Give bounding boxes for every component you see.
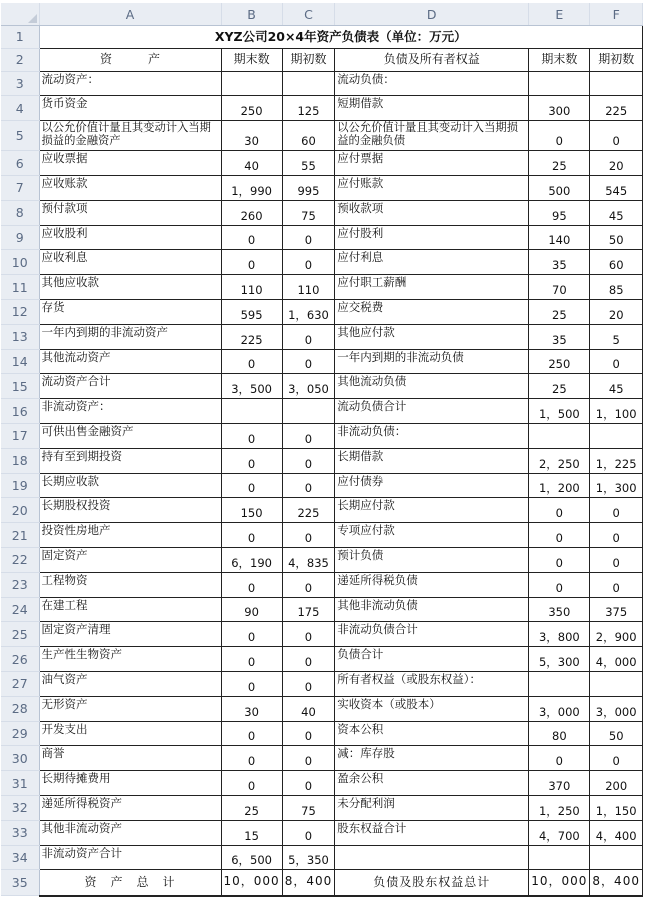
liability-begin-cell[interactable]: 50: [590, 721, 643, 746]
liability-begin-cell[interactable]: 5: [590, 324, 643, 349]
liability-end-cell[interactable]: 25: [529, 151, 590, 176]
row-header[interactable]: 11: [1, 275, 39, 300]
header-asset[interactable]: 资 产: [39, 48, 221, 71]
liability-end-cell[interactable]: [529, 71, 590, 96]
liability-begin-cell[interactable]: 45: [590, 374, 643, 399]
asset-end-cell[interactable]: 6，500: [221, 845, 282, 870]
row-header[interactable]: 25: [1, 622, 39, 647]
asset-item-cell[interactable]: 递延所得税资产: [39, 795, 221, 820]
table-row: [1, 597, 642, 622]
asset-item-cell[interactable]: 固定资产: [39, 547, 221, 572]
asset-item-cell[interactable]: 预付款项: [39, 200, 221, 225]
asset-begin-cell[interactable]: 0: [282, 771, 335, 796]
liability-item-cell[interactable]: 应付账款: [335, 175, 529, 200]
asset-end-cell[interactable]: 15: [221, 820, 282, 845]
liability-begin-cell[interactable]: [590, 671, 643, 696]
liability-item-cell[interactable]: 应付利息: [335, 250, 529, 275]
liability-begin-cell[interactable]: 1，225: [590, 448, 643, 473]
liability-begin-cell[interactable]: 200: [590, 771, 643, 796]
liability-begin-cell[interactable]: 4，000: [590, 647, 643, 672]
asset-begin-cell[interactable]: 60: [282, 121, 335, 151]
liability-item-cell[interactable]: 流动负债合计: [335, 399, 529, 424]
table-row: [1, 622, 642, 647]
liability-item-cell[interactable]: 非流动负债合计: [335, 622, 529, 647]
liability-begin-cell[interactable]: 85: [590, 275, 643, 300]
table-row: [1, 547, 642, 572]
asset-item-cell[interactable]: 持有至到期投资: [39, 448, 221, 473]
liability-end-cell[interactable]: 0: [529, 121, 590, 151]
column-header-b[interactable]: B: [221, 3, 282, 26]
liability-item-cell[interactable]: 预收款项: [335, 200, 529, 225]
asset-begin-cell[interactable]: 125: [282, 96, 335, 121]
row-header[interactable]: 22: [1, 547, 39, 572]
liability-end-cell[interactable]: 350: [529, 597, 590, 622]
asset-item-cell[interactable]: 应收账款: [39, 175, 221, 200]
row-header[interactable]: 24: [1, 597, 39, 622]
row-header[interactable]: 17: [1, 423, 39, 448]
asset-begin-cell[interactable]: 0: [282, 523, 335, 548]
asset-item-cell[interactable]: 油气资产: [39, 671, 221, 696]
asset-end-cell[interactable]: 250: [221, 96, 282, 121]
asset-item-cell[interactable]: 固定资产清理: [39, 622, 221, 647]
liability-item-cell[interactable]: 短期借款: [335, 96, 529, 121]
asset-end-cell[interactable]: 595: [221, 299, 282, 324]
asset-end-cell[interactable]: 0: [221, 746, 282, 771]
row-header[interactable]: 29: [1, 721, 39, 746]
liability-end-cell[interactable]: 70: [529, 275, 590, 300]
asset-end-cell[interactable]: 1，990: [221, 175, 282, 200]
asset-begin-cell[interactable]: [282, 399, 335, 424]
table-row: [1, 498, 642, 523]
asset-begin-cell[interactable]: 0: [282, 746, 335, 771]
asset-item-cell[interactable]: 应收票据: [39, 151, 221, 176]
total-assets-end[interactable]: 10，000: [221, 870, 282, 896]
liability-item-cell[interactable]: 递延所得税负债: [335, 572, 529, 597]
asset-begin-cell[interactable]: 55: [282, 151, 335, 176]
asset-begin-cell[interactable]: 0: [282, 647, 335, 672]
row-header[interactable]: 32: [1, 795, 39, 820]
liability-item-cell[interactable]: 预计负债: [335, 547, 529, 572]
asset-end-cell[interactable]: 30: [221, 696, 282, 721]
liability-item-cell[interactable]: 应付股利: [335, 225, 529, 250]
total-liabilities-equity-label[interactable]: 负债及股东权益总计: [335, 870, 529, 896]
liability-end-cell[interactable]: 140: [529, 225, 590, 250]
asset-end-cell[interactable]: 0: [221, 225, 282, 250]
asset-begin-cell[interactable]: 0: [282, 572, 335, 597]
row-header[interactable]: 6: [1, 151, 39, 176]
asset-end-cell[interactable]: 0: [221, 473, 282, 498]
table-row: [1, 399, 642, 424]
row-header[interactable]: 2: [1, 48, 39, 71]
row-header[interactable]: 30: [1, 746, 39, 771]
row-header[interactable]: 28: [1, 696, 39, 721]
liability-begin-cell[interactable]: 545: [590, 175, 643, 200]
liability-begin-cell[interactable]: 375: [590, 597, 643, 622]
column-header-c[interactable]: C: [282, 3, 335, 26]
row-header[interactable]: 21: [1, 523, 39, 548]
column-header-e[interactable]: E: [529, 3, 590, 26]
liability-item-cell[interactable]: 所有者权益（或股东权益）：: [335, 671, 529, 696]
asset-item-cell[interactable]: 工程物资: [39, 572, 221, 597]
asset-end-cell[interactable]: 0: [221, 523, 282, 548]
asset-end-cell[interactable]: 0: [221, 671, 282, 696]
asset-item-cell[interactable]: 在建工程: [39, 597, 221, 622]
asset-item-cell[interactable]: 流动资产合计: [39, 374, 221, 399]
table-row: [1, 845, 642, 870]
table-row: [1, 820, 642, 845]
liability-end-cell[interactable]: 95: [529, 200, 590, 225]
row-header[interactable]: 27: [1, 671, 39, 696]
table-row: [1, 374, 642, 399]
table-row: [1, 572, 642, 597]
liability-begin-cell[interactable]: 1，300: [590, 473, 643, 498]
table-row: [1, 151, 642, 176]
liability-begin-cell[interactable]: 1，100: [590, 399, 643, 424]
asset-begin-cell[interactable]: 1，630: [282, 299, 335, 324]
table-row: [1, 200, 642, 225]
asset-end-cell[interactable]: 3，500: [221, 374, 282, 399]
asset-begin-cell[interactable]: 0: [282, 448, 335, 473]
table-row: [1, 721, 642, 746]
liability-begin-cell[interactable]: 0: [590, 121, 643, 151]
liability-item-cell[interactable]: 非流动负债：: [335, 423, 529, 448]
total-liabilities-equity-begin[interactable]: 8，400: [590, 870, 643, 896]
asset-item-cell[interactable]: 其他非流动资产: [39, 820, 221, 845]
asset-begin-cell[interactable]: [282, 71, 335, 96]
liability-begin-cell[interactable]: 45: [590, 200, 643, 225]
liability-item-cell[interactable]: 未分配利润: [335, 795, 529, 820]
liability-end-cell[interactable]: 2，250: [529, 448, 590, 473]
table-row: [1, 275, 642, 300]
table-row: [1, 771, 642, 796]
liability-end-cell[interactable]: 80: [529, 721, 590, 746]
liability-item-cell[interactable]: 实收资本（或股本）: [335, 696, 529, 721]
liability-item-cell[interactable]: 长期借款: [335, 448, 529, 473]
liability-item-cell[interactable]: 其他非流动负债: [335, 597, 529, 622]
table-row: [1, 71, 642, 96]
asset-item-cell[interactable]: 长期待摊费用: [39, 771, 221, 796]
liability-begin-cell[interactable]: 3，000: [590, 696, 643, 721]
table-row: [1, 473, 642, 498]
header-begin-balance[interactable]: 期初数: [282, 48, 335, 71]
asset-end-cell[interactable]: [221, 71, 282, 96]
liability-item-cell[interactable]: 专项应付款: [335, 523, 529, 548]
liability-end-cell[interactable]: 0: [529, 746, 590, 771]
liability-end-cell[interactable]: 1，500: [529, 399, 590, 424]
asset-end-cell[interactable]: 0: [221, 423, 282, 448]
asset-end-cell[interactable]: 0: [221, 721, 282, 746]
header-end-balance[interactable]: 期末数: [221, 48, 282, 71]
liability-end-cell[interactable]: 35: [529, 324, 590, 349]
asset-begin-cell[interactable]: 995: [282, 175, 335, 200]
asset-begin-cell[interactable]: 75: [282, 795, 335, 820]
asset-end-cell[interactable]: 0: [221, 622, 282, 647]
asset-begin-cell[interactable]: 0: [282, 473, 335, 498]
asset-item-cell[interactable]: 以公允价值计量且其变动计入当期损益的金融资产: [39, 121, 221, 151]
asset-begin-cell[interactable]: 0: [282, 721, 335, 746]
row-header[interactable]: 14: [1, 349, 39, 374]
row-header[interactable]: 12: [1, 299, 39, 324]
asset-begin-cell[interactable]: 0: [282, 324, 335, 349]
liability-begin-cell[interactable]: 0: [590, 498, 643, 523]
liability-end-cell[interactable]: [529, 671, 590, 696]
liability-begin-cell[interactable]: 50: [590, 225, 643, 250]
liability-item-cell[interactable]: 负债合计: [335, 647, 529, 672]
asset-end-cell[interactable]: 0: [221, 250, 282, 275]
asset-item-cell[interactable]: 存货: [39, 299, 221, 324]
table-row: [1, 349, 642, 374]
asset-end-cell[interactable]: 150: [221, 498, 282, 523]
row-header[interactable]: 20: [1, 498, 39, 523]
balance-sheet-grid: [1, 3, 643, 897]
liability-begin-cell[interactable]: 60: [590, 250, 643, 275]
asset-item-cell[interactable]: 生产性生物资产: [39, 647, 221, 672]
asset-item-cell[interactable]: 非流动资产：: [39, 399, 221, 424]
liability-item-cell[interactable]: 流动负债：: [335, 71, 529, 96]
asset-begin-cell[interactable]: 75: [282, 200, 335, 225]
asset-end-cell[interactable]: 90: [221, 597, 282, 622]
asset-begin-cell[interactable]: 0: [282, 622, 335, 647]
asset-begin-cell[interactable]: 225: [282, 498, 335, 523]
liability-item-cell[interactable]: 资本公积: [335, 721, 529, 746]
asset-item-cell[interactable]: 其他应收款: [39, 275, 221, 300]
asset-end-cell[interactable]: 0: [221, 349, 282, 374]
liability-item-cell[interactable]: 长期应付款: [335, 498, 529, 523]
row-header[interactable]: 5: [1, 121, 39, 151]
asset-item-cell[interactable]: 长期股权投资: [39, 498, 221, 523]
liability-begin-cell[interactable]: [590, 845, 643, 870]
liability-item-cell[interactable]: 其他应付款: [335, 324, 529, 349]
column-header-a[interactable]: A: [39, 3, 221, 26]
asset-end-cell[interactable]: 30: [221, 121, 282, 151]
row-header[interactable]: 35: [1, 870, 39, 896]
row-header[interactable]: 4: [1, 96, 39, 121]
asset-end-cell[interactable]: 0: [221, 771, 282, 796]
liability-end-cell[interactable]: 0: [529, 498, 590, 523]
header-begin-balance-2[interactable]: 期初数: [590, 48, 643, 71]
total-liabilities-equity-end[interactable]: 10，000: [529, 870, 590, 896]
liability-item-cell[interactable]: 应付票据: [335, 151, 529, 176]
liability-begin-cell[interactable]: 0: [590, 523, 643, 548]
asset-begin-cell[interactable]: 5，350: [282, 845, 335, 870]
liability-item-cell[interactable]: 应交税费: [335, 299, 529, 324]
header-row: [1, 48, 642, 71]
asset-item-cell[interactable]: 应收利息: [39, 250, 221, 275]
asset-begin-cell[interactable]: 110: [282, 275, 335, 300]
liability-end-cell[interactable]: 25: [529, 374, 590, 399]
liability-begin-cell[interactable]: 20: [590, 151, 643, 176]
asset-begin-cell[interactable]: 0: [282, 250, 335, 275]
row-header[interactable]: 7: [1, 175, 39, 200]
row-header[interactable]: 19: [1, 473, 39, 498]
asset-item-cell[interactable]: 货币资金: [39, 96, 221, 121]
liability-end-cell[interactable]: 35: [529, 250, 590, 275]
asset-item-cell[interactable]: 其他流动资产: [39, 349, 221, 374]
liability-end-cell[interactable]: 0: [529, 572, 590, 597]
liability-begin-cell[interactable]: 2，900: [590, 622, 643, 647]
liability-begin-cell[interactable]: 20: [590, 299, 643, 324]
liability-item-cell[interactable]: [335, 845, 529, 870]
asset-begin-cell[interactable]: 0: [282, 671, 335, 696]
liability-item-cell[interactable]: 股东权益合计: [335, 820, 529, 845]
table-row: [1, 225, 642, 250]
asset-end-cell[interactable]: 0: [221, 647, 282, 672]
asset-end-cell[interactable]: 0: [221, 572, 282, 597]
asset-end-cell[interactable]: 6，190: [221, 547, 282, 572]
liability-end-cell[interactable]: [529, 845, 590, 870]
asset-begin-cell[interactable]: 3，050: [282, 374, 335, 399]
asset-end-cell[interactable]: 25: [221, 795, 282, 820]
liability-end-cell[interactable]: 500: [529, 175, 590, 200]
row-header[interactable]: 33: [1, 820, 39, 845]
asset-begin-cell[interactable]: 4，835: [282, 547, 335, 572]
liability-end-cell[interactable]: 0: [529, 547, 590, 572]
liability-item-cell[interactable]: 以公允价值计量且其变动计入当期损益的金融负债: [335, 121, 529, 151]
asset-begin-cell[interactable]: 0: [282, 820, 335, 845]
liability-item-cell[interactable]: 减：库存股: [335, 746, 529, 771]
liability-end-cell[interactable]: 4，700: [529, 820, 590, 845]
asset-end-cell[interactable]: 110: [221, 275, 282, 300]
table-row: [1, 121, 642, 151]
table-row: [1, 175, 642, 200]
row-header[interactable]: 10: [1, 250, 39, 275]
liability-end-cell[interactable]: 3，800: [529, 622, 590, 647]
asset-begin-cell[interactable]: 40: [282, 696, 335, 721]
asset-item-cell[interactable]: 一年内到期的非流动资产: [39, 324, 221, 349]
liability-item-cell[interactable]: 应付债券: [335, 473, 529, 498]
asset-end-cell[interactable]: 260: [221, 200, 282, 225]
asset-end-cell[interactable]: 40: [221, 151, 282, 176]
liability-end-cell[interactable]: 0: [529, 523, 590, 548]
row-header[interactable]: 31: [1, 771, 39, 796]
liability-begin-cell[interactable]: 0: [590, 349, 643, 374]
liability-begin-cell[interactable]: 4，400: [590, 820, 643, 845]
column-header-row: [1, 3, 642, 26]
liability-end-cell[interactable]: [529, 423, 590, 448]
select-all-corner[interactable]: [1, 3, 39, 26]
row-header[interactable]: 23: [1, 572, 39, 597]
liability-end-cell[interactable]: 1，250: [529, 795, 590, 820]
sheet-title[interactable]: XYZ公司20×4年资产负债表（单位：万元）: [39, 26, 642, 49]
asset-item-cell[interactable]: 非流动资产合计: [39, 845, 221, 870]
table-row: [1, 448, 642, 473]
table-row: [1, 423, 642, 448]
liability-end-cell[interactable]: 300: [529, 96, 590, 121]
table-row: [1, 96, 642, 121]
liability-end-cell[interactable]: 1，200: [529, 473, 590, 498]
asset-begin-cell[interactable]: 0: [282, 225, 335, 250]
asset-item-cell[interactable]: 应收股利: [39, 225, 221, 250]
table-row: [1, 696, 642, 721]
row-header[interactable]: 26: [1, 647, 39, 672]
header-liabilities-equity[interactable]: 负债及所有者权益: [335, 48, 529, 71]
row-header[interactable]: 15: [1, 374, 39, 399]
row-header[interactable]: 34: [1, 845, 39, 870]
total-assets-begin[interactable]: 8，400: [282, 870, 335, 896]
row-header[interactable]: 13: [1, 324, 39, 349]
row-header[interactable]: 9: [1, 225, 39, 250]
header-end-balance-2[interactable]: 期末数: [529, 48, 590, 71]
row-header[interactable]: 16: [1, 399, 39, 424]
liability-begin-cell[interactable]: 0: [590, 746, 643, 771]
liability-end-cell[interactable]: 370: [529, 771, 590, 796]
asset-end-cell[interactable]: 225: [221, 324, 282, 349]
table-row: [1, 299, 642, 324]
asset-item-cell[interactable]: 长期应收款: [39, 473, 221, 498]
asset-begin-cell[interactable]: 175: [282, 597, 335, 622]
liability-end-cell[interactable]: 5，300: [529, 647, 590, 672]
asset-item-cell[interactable]: 可供出售金融资产: [39, 423, 221, 448]
liability-begin-cell[interactable]: [590, 71, 643, 96]
liability-item-cell[interactable]: 其他流动负债: [335, 374, 529, 399]
row-header[interactable]: 18: [1, 448, 39, 473]
title-row: [1, 26, 642, 49]
liability-item-cell[interactable]: 一年内到期的非流动负债: [335, 349, 529, 374]
asset-item-cell[interactable]: 商誉: [39, 746, 221, 771]
liability-begin-cell[interactable]: 0: [590, 572, 643, 597]
asset-end-cell[interactable]: 0: [221, 448, 282, 473]
asset-item-cell[interactable]: 无形资产: [39, 696, 221, 721]
liability-begin-cell[interactable]: 1，150: [590, 795, 643, 820]
asset-begin-cell[interactable]: 0: [282, 349, 335, 374]
table-row: [1, 523, 642, 548]
table-row: [1, 795, 642, 820]
liability-end-cell[interactable]: 3，000: [529, 696, 590, 721]
column-header-d[interactable]: D: [335, 3, 529, 26]
column-header-f[interactable]: F: [590, 3, 643, 26]
row-header[interactable]: 8: [1, 200, 39, 225]
liability-begin-cell[interactable]: 0: [590, 547, 643, 572]
asset-end-cell[interactable]: [221, 399, 282, 424]
total-assets-label[interactable]: 资 产 总 计: [39, 870, 221, 896]
asset-item-cell[interactable]: 开发支出: [39, 721, 221, 746]
table-row: [1, 647, 642, 672]
liability-begin-cell[interactable]: 225: [590, 96, 643, 121]
liability-begin-cell[interactable]: [590, 423, 643, 448]
table-row: [1, 324, 642, 349]
row-header[interactable]: 3: [1, 71, 39, 96]
asset-item-cell[interactable]: 投资性房地产: [39, 523, 221, 548]
liability-end-cell[interactable]: 25: [529, 299, 590, 324]
table-row: [1, 746, 642, 771]
totals-row: [1, 870, 642, 896]
liability-item-cell[interactable]: 应付职工薪酬: [335, 275, 529, 300]
asset-begin-cell[interactable]: 0: [282, 423, 335, 448]
table-row: [1, 671, 642, 696]
row-header[interactable]: 1: [1, 26, 39, 49]
liability-end-cell[interactable]: 250: [529, 349, 590, 374]
table-row: [1, 250, 642, 275]
asset-item-cell[interactable]: 流动资产：: [39, 71, 221, 96]
liability-item-cell[interactable]: 盈余公积: [335, 771, 529, 796]
